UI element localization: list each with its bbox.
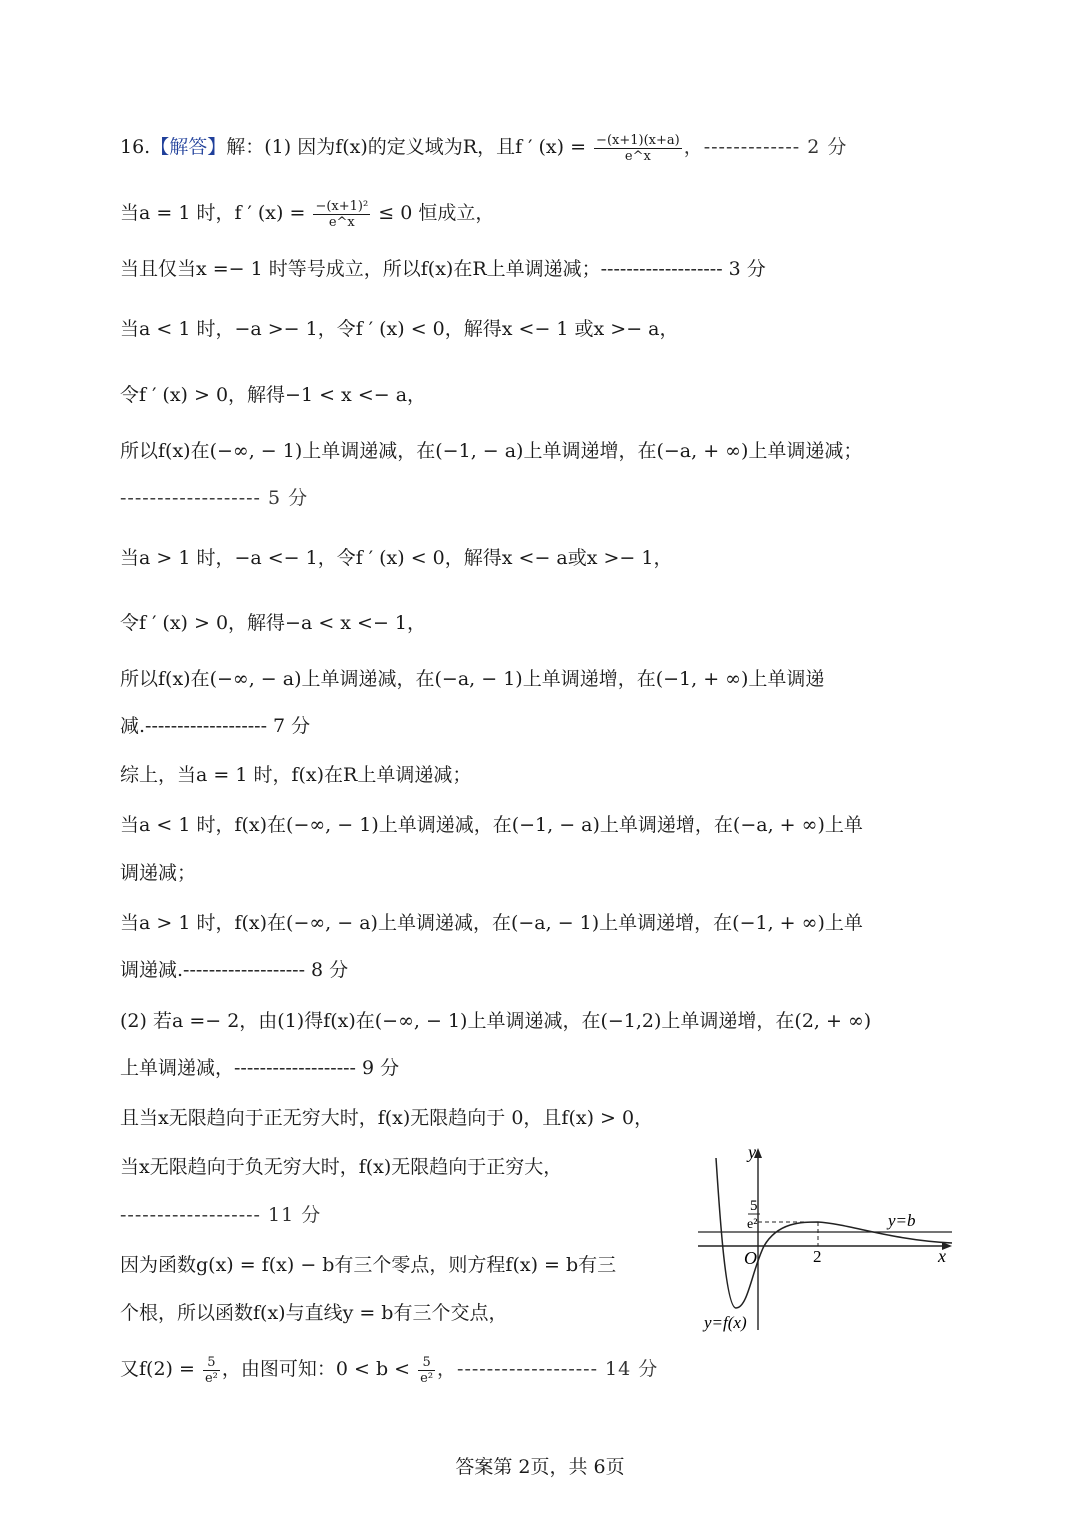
derivative-fraction [313,199,370,230]
tick-x-label: 2 [813,1247,822,1266]
bound-fraction [418,1355,435,1386]
derivative-fraction [594,133,682,164]
line-3: 当且仅当x =− 1 时等号成立，所以f(x)在R上单调递减；------------------- 3 分 [120,258,766,280]
line-8: 当a > 1 时，−a <− 1，令f ′ (x) < 0，解得x <− a或x >− 1， [120,547,673,569]
tick-y-denominator: e² [747,1217,758,1232]
line-24-middle: ，由图可知：0 < b < [221,1358,411,1380]
answer-tag: 【解答】 [150,136,227,158]
question-number: 16. [120,136,151,158]
line-label: y=b [888,1211,916,1230]
line-6: 所以f(x)在(−∞, − 1)上单调递减，在(−1, − a)上单调递增，在(−a, + ∞)上单调递减； [120,440,863,462]
line-13: 当a < 1 时，f(x)在(−∞, − 1)上单调递减，在(−1, − a)上单调递增，在(−a, + ∞)上单 [120,814,863,836]
line-24 [120,1354,658,1386]
curve-f [716,1158,952,1308]
line-1 [120,132,847,164]
curve-label: y=f(x) [704,1313,747,1332]
x-axis-label: x [938,1246,946,1266]
line-19: 且当x无限趋向于正无穷大时，f(x)无限趋向于 0，且f(x) > 0， [120,1107,654,1129]
fraction-denominator: e² [204,1370,218,1386]
line-2-text: 当a = 1 时，f ′ (x) = [120,202,306,224]
fraction-numerator: −(x+1)² [315,198,369,214]
line-17: (2) 若a =− 2，由(1)得f(x)在(−∞, − 1)上单调递减，在(−1,2)上单调递增，在(2, + ∞) [120,1010,872,1032]
fraction-numerator: 5 [203,1355,220,1371]
line-21: ------------------- 11 分 [120,1204,322,1226]
line-2-tail: ≤ 0 恒成立， [378,202,495,224]
line-10: 所以f(x)在(−∞, − a)上单调递减，在(−a, − 1)上单调递增，在(−1, + ∞)上单调递 [120,668,825,690]
line-24-text: 又f(2) = [120,1358,195,1380]
line-7: ------------------- 5 分 [120,487,309,509]
page-footer: 答案第 2页，共 6页 [455,1456,625,1478]
fraction-denominator: e^x [624,148,651,164]
line-4: 当a < 1 时，−a >− 1，令f ′ (x) < 0，解得x <− 1 或x >− a， [120,318,679,340]
line-18: 上单调递减，------------------- 9 分 [120,1057,400,1079]
origin-label: O [744,1248,757,1268]
line-20: 当x无限趋向于负无穷大时，f(x)无限趋向于正穷大， [120,1156,563,1178]
line-1-text: 解：(1) 因为f(x)的定义域为R，且f ′ (x) = [226,136,586,158]
line-2 [120,198,494,230]
line-14: 调递减； [120,862,197,884]
line-23: 个根，所以函数f(x)与直线y = b有三个交点， [120,1302,508,1324]
line-12: 综上，当a = 1 时，f(x)在R上单调递减； [120,764,472,786]
line-16: 调递减.------------------- 8 分 [120,959,349,981]
tick-y-numerator: 5 [750,1198,758,1214]
fraction-numerator: 5 [418,1355,435,1371]
function-graph [690,1140,965,1340]
fraction-numerator: −(x+1)(x+a) [596,132,680,148]
y-axis-label: y [748,1142,756,1162]
fraction-denominator: e² [420,1370,434,1386]
fraction-denominator: e^x [328,214,355,230]
line-15: 当a > 1 时，f(x)在(−∞, − a)上单调递减，在(−a, − 1)上单调递增，在(−1, + ∞)上单 [120,912,863,934]
line-11: 减.------------------- 7 分 [120,715,311,737]
line-22: 因为函数g(x) = f(x) − b有三个零点，则方程f(x) = b有三 [120,1254,617,1276]
line-5: 令f ′ (x) > 0，解得−1 < x <− a， [120,384,427,406]
line-9: 令f ′ (x) > 0，解得−a < x <− 1， [120,612,427,634]
score-line: ，------------- 2 分 [683,136,848,158]
value-fraction [203,1355,220,1386]
score-line: ，------------------- 14 分 [437,1358,659,1380]
